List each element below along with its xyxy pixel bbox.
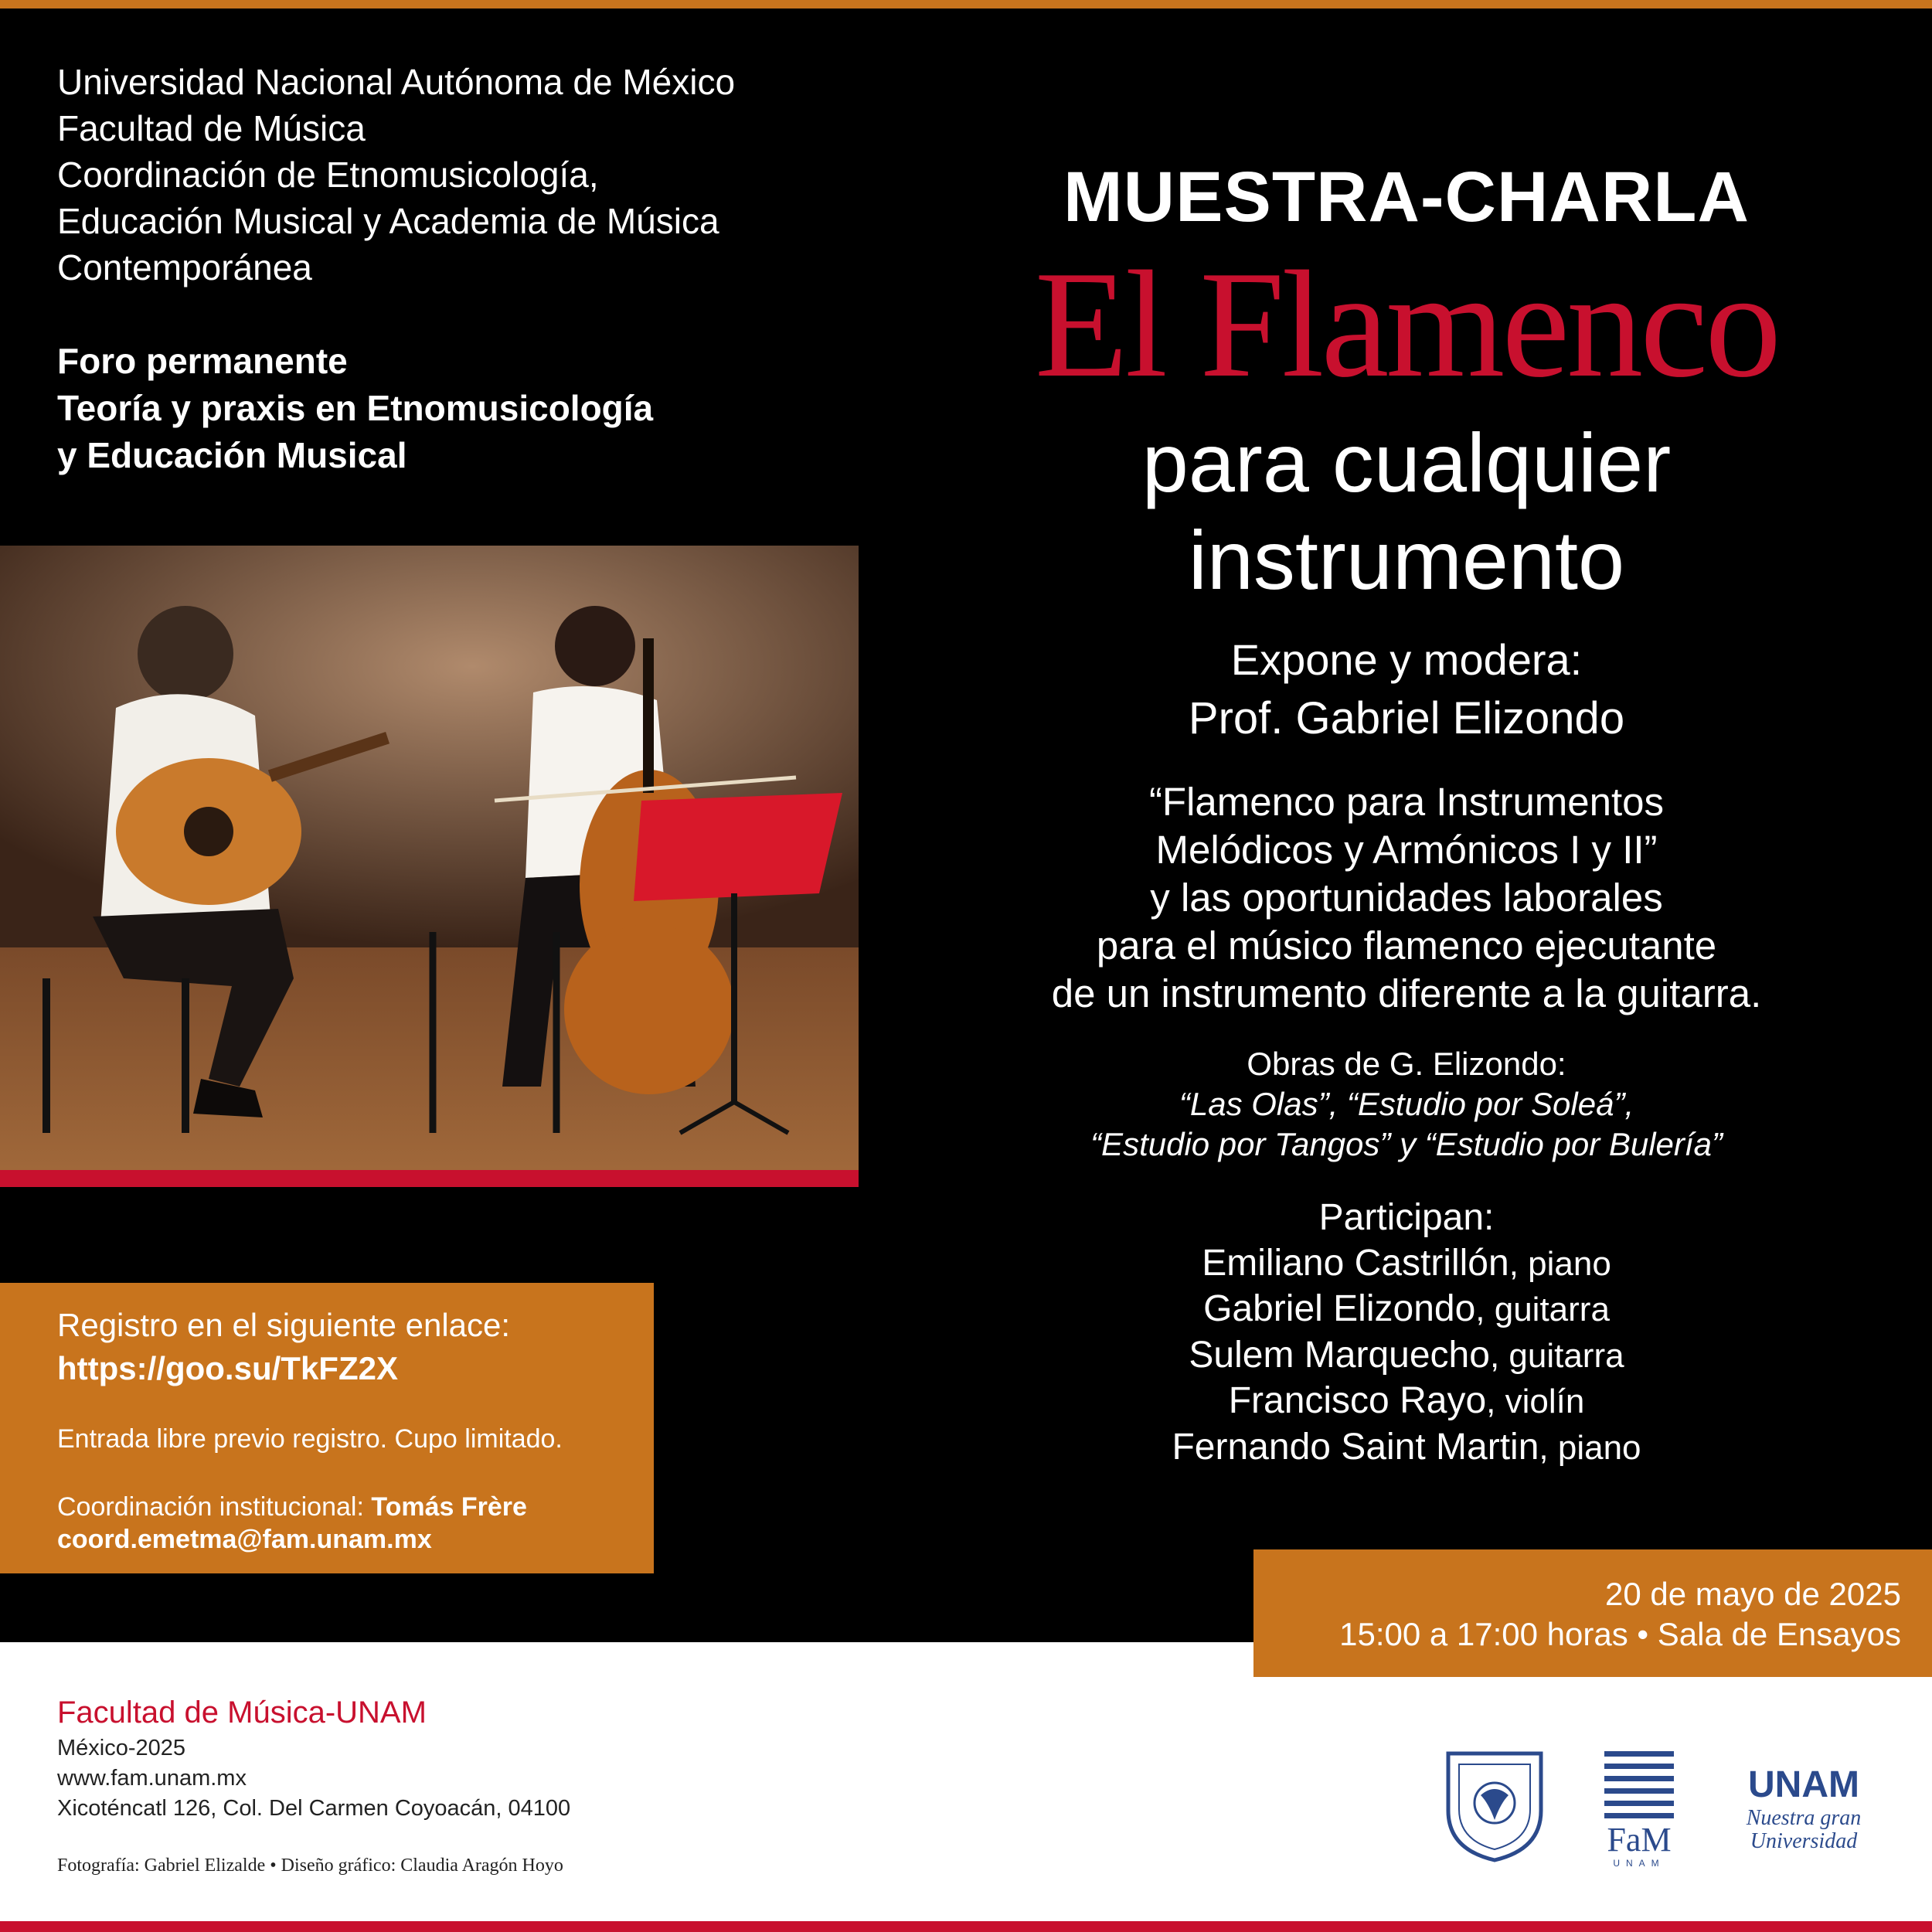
forum-block <box>57 338 869 479</box>
institution-line: Coordinación de Etnomusicología, <box>57 155 599 195</box>
works-line: “Estudio por Tangos” y “Estudio por Bulería” <box>1090 1126 1723 1162</box>
fam-logo <box>1604 1748 1674 1872</box>
footer-website[interactable]: www.fam.unam.mx <box>57 1766 247 1791</box>
institution-line: Contemporánea <box>57 247 312 287</box>
description-line: de un instrumento diferente a la guitarra. <box>1051 971 1762 1015</box>
participant-item <box>997 1379 1816 1425</box>
presenter-label: Expone y modera: <box>1230 635 1583 684</box>
participant-name: Sulem Marquecho <box>1189 1334 1490 1376</box>
date-box <box>1253 1549 1932 1677</box>
unam-logo-text: UNAM <box>1748 1764 1859 1805</box>
bottom-accent-bar <box>0 1921 1932 1932</box>
forum-line: Teoría y praxis en Etnomusicología <box>57 388 654 428</box>
event-title: El Flamenco <box>1034 240 1779 409</box>
participant-name: Emiliano Castrillón <box>1202 1242 1509 1284</box>
footer-place-year: México-2025 <box>57 1736 186 1760</box>
participant-role: , guitarra <box>1489 1336 1624 1375</box>
coordination-line <box>57 1490 645 1524</box>
description-line: Melódicos y Armónicos I y II” <box>1155 828 1658 872</box>
footer-credits: Fotografía: Gabriel Elizalde • Diseño gráfico: Claudia Aragón Hoyo <box>57 1855 563 1876</box>
participant-name: Fernando Saint Martin <box>1172 1426 1539 1468</box>
footer-address: Xicoténcatl 126, Col. Del Carmen Coyoacán, 04100 <box>57 1796 571 1821</box>
participant-role: , violín <box>1486 1383 1585 1420</box>
performers-photo <box>0 546 859 1170</box>
event-kicker: MUESTRA-CHARLA <box>1063 158 1750 236</box>
coordination-label: Coordinación institucional: <box>57 1492 372 1522</box>
unam-shield-logo <box>1442 1749 1547 1863</box>
participant-item <box>997 1287 1816 1333</box>
participant-role: , guitarra <box>1475 1291 1610 1328</box>
works-line: “Las Olas”, “Estudio por Soleá”, <box>1179 1086 1634 1122</box>
unam-slogan-line: Nuestra gran <box>1746 1806 1862 1830</box>
description-line: para el músico flamenco ejecutante <box>1096 923 1717 968</box>
top-accent-bar <box>0 0 1932 9</box>
participant-item <box>997 1425 1816 1471</box>
unam-slogan-line: Universidad <box>1750 1829 1858 1853</box>
registration-label: Registro en el siguiente enlace: <box>57 1307 511 1343</box>
participants-label: Participan: <box>1318 1197 1495 1238</box>
performers-illustration <box>0 546 859 1170</box>
description-block <box>997 778 1816 1018</box>
coordination-name: Tomás Frère <box>371 1492 527 1522</box>
unam-shield-icon <box>1442 1749 1547 1863</box>
description-line: y las oportunidades laborales <box>1150 876 1663 920</box>
participant-name: Gabriel Elizondo <box>1203 1288 1476 1329</box>
event-time-place: 15:00 a 17:00 horas • Sala de Ensayos <box>1339 1616 1901 1652</box>
participant-role: , piano <box>1509 1244 1611 1283</box>
institution-line: Universidad Nacional Autónoma de México <box>57 62 736 102</box>
event-subtitle <box>997 414 1816 609</box>
description-line: “Flamenco para Instrumentos <box>1148 780 1665 824</box>
footer-faculty: Facultad de Música-UNAM <box>57 1696 427 1730</box>
works-block <box>997 1044 1816 1165</box>
fam-logo-sub: UNAM <box>1613 1858 1665 1869</box>
photo-red-bar <box>0 1170 859 1187</box>
event-subtitle-line: instrumento <box>1188 513 1625 607</box>
institution-line: Educación Musical y Academia de Música <box>57 201 719 241</box>
presenter-name: Prof. Gabriel Elizondo <box>1188 693 1625 743</box>
institution-line: Facultad de Música <box>57 108 366 148</box>
unam-logo <box>1734 1765 1873 1858</box>
participant-name: Francisco Rayo <box>1228 1380 1487 1421</box>
works-label: Obras de G. Elizondo: <box>1247 1046 1566 1082</box>
participant-item <box>997 1333 1816 1379</box>
coordination-email[interactable]: coord.emetma@fam.unam.mx <box>57 1525 432 1554</box>
participant-role: , piano <box>1539 1428 1641 1467</box>
event-subtitle-line: para cualquier <box>1141 416 1672 509</box>
participants-block <box>997 1196 1816 1471</box>
participant-item <box>997 1241 1816 1287</box>
forum-line: Foro permanente <box>57 341 348 381</box>
fam-logo-text: FaM <box>1607 1821 1672 1859</box>
registration-box <box>0 1283 654 1573</box>
event-date: 20 de mayo de 2025 <box>1605 1576 1901 1612</box>
registration-note: Entrada libre previo registro. Cupo limitado. <box>57 1424 563 1454</box>
registration-link[interactable]: https://goo.su/TkFZ2X <box>57 1350 398 1386</box>
institution-block <box>57 59 869 291</box>
forum-line: y Educación Musical <box>57 435 407 475</box>
